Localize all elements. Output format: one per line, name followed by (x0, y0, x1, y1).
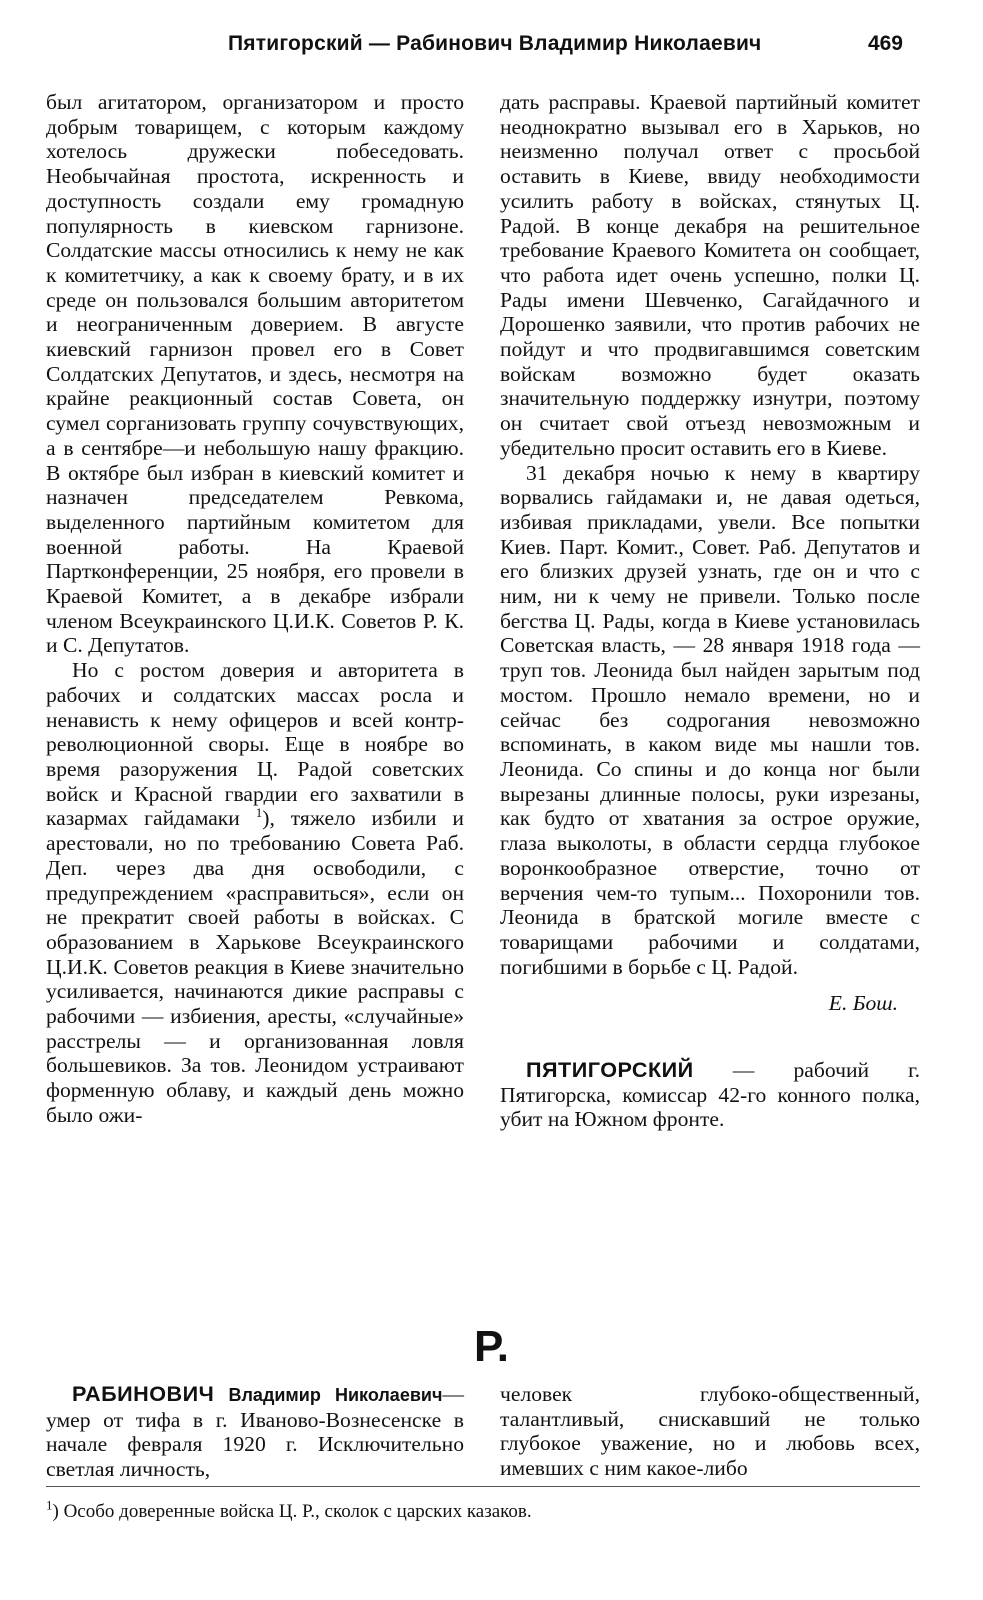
left-paragraph-1: был агитатором, организатором и просто добрым товарищем, с которым каждому хотелось дружески побеседовать. Необычайная простота, искренность и доступность создали ему громадную популярность в киевском гарнизоне. Солдатские массы относились к нему не как к комитетчику, а как к своему брату, и в их среде он пользовался большим авторитетом и неограниченным доверием. В августе киевский гарнизон провел его в Совет Солдатских Депутатов, и здесь, несмотря на крайне реакционный состав Совета, он сумел сорганизовать группу сочувствующих, а в сентябре—и небольшую нашу фракцию. В октябре был избран в киевский комитет и назначен председателем Ревкома, выделенного партийным комитетом для военной работы. На Краевой Партконференции, 25 ноября, его провели в Краевой Комитет, а в декабре избрали членом Всеукраинского Ц.И.К. Советов Р. К. и С. Депутатов. (46, 90, 464, 658)
entry-text-rabinovich-left: — умер от тифа в г. Иваново-Вознесенске в начале февраля 1920 г. Исключительно светлая личность, (46, 1382, 464, 1482)
section-letter: Р. (474, 1322, 509, 1371)
right-paragraph-2: 31 декабря ночью к нему в квартиру ворвались гайдамаки и, не давая одеться, избивая прикладами, увели. Все попытки Киев. Парт. Комит., Совет. Раб. Депутатов и его близких друзей узнать, где он и что с ним, ни к чему не привели. Только после бегства Ц. Рады, когда в Киеве установилась Советская власть, — 28 января 1918 года — труп тов. Леонида был найден зарытым под мостом. Прошло немало времени, но и сейчас без содрогания невозможно вспоминать, в каком виде мы нашли тов. Леонида. Со спины и до конца ног были вырезаны длинные полосы, руки изрезаны, как будто от хватания за острое оружие, глаза выколоты, в области сердца глубокое воронкообразное отверстие, точно от верчения чем-то тупым... Похоронили тов. Леонида в братской могиле вместе с товарищами рабочими и солдатами, погибшими в борьбе с Ц. Радой. (500, 460, 920, 979)
left-paragraph-2-text-a: Но с ростом доверия и авторитета в рабочих и солдатских массах росла и ненависть к нему офицеров и всей контр-революционной своры. Еще в ноябре во время разоружения Ц. Радой советских войск и Красной гвардии его захватили в казармах гайдамаки (46, 658, 464, 831)
left-paragraph-2-text-b: ), тяжело избили и арестовали, но по требованию Совета Раб. Деп. через два дня освободили, с предупреждением «расправиться», если он не прекратит своей работы в войсках. С образованием в Харькове Всеукраинского Ц.И.К. Советов реакция в Киеве значительно усиливается, начинаются дикие расправы с рабочими — избиения, аресты, «случайные» расстрелы — и организованная ловля большевиков. За тов. Леонидом устраивают форменную облаву, и каждый день можно было ожи- (46, 806, 464, 1127)
running-title: Пятигорский — Рабинович Владимир Николаевич (228, 32, 762, 55)
entry-heading-rabinovich: РАБИНОВИЧ (72, 1381, 215, 1406)
right-paragraph-1: дать расправы. Краевой партийный комитет неоднократно вызывал его в Харьков, но неизменно получал ответ с просьбой оставить в Киеве, ввиду необходимости усилить работу в войсках, стянутых Ц. Радой. В конце декабря на решительное требование Краевого Комитета он сообщает, что работа идет очень успешно, полки Ц. Рады имени Шевченко, Сагайдачного и Дорошенко заявили, что против рабочих не пойдут и что продвигавшимся советским войскам возможно будет оказать значительную поддержку изнутри, поэтому он считает свой отъезд невозможным и убедительно просит оставить его в Киеве. (500, 90, 920, 460)
entry-text-pyatigorsky: — рабочий г. Пятигорска, комиссар 42-го конного полка, убит на Южном фронте. (500, 1058, 920, 1132)
page-number: 469 (867, 32, 903, 55)
author-signature: Е. Бош. (828, 991, 898, 1016)
rabinovich-right-column (500, 1382, 920, 1481)
entry-heading-pyatigorsky: ПЯТИГОРСКИЙ (526, 1057, 694, 1083)
page-header (0, 32, 983, 62)
entry-text-rabinovich-right: человек глубоко-общественный, талантливый, снискавший не только глубокое уважение, но и любовь всех, имевших с ним какое-либо (500, 1382, 920, 1481)
footnote-divider (46, 1486, 920, 1487)
footnote-reference[interactable]: 1 (255, 805, 263, 821)
left-paragraph-2 (46, 658, 464, 1127)
footnote-text: ) Особо доверенные войска Ц. Р., сколок с царских казаков. (52, 1501, 532, 1522)
rabinovich-left-column (46, 1382, 464, 1482)
footnote (46, 1497, 920, 1524)
entry-subheading-rabinovich: Владимир Николаевич (214, 1385, 443, 1405)
footnote-mark: 1 (46, 1497, 53, 1513)
left-column (46, 90, 464, 1128)
entry-pyatigorsky (500, 1058, 920, 1132)
entry-rabinovich-start (46, 1382, 464, 1482)
right-column (500, 90, 920, 1132)
